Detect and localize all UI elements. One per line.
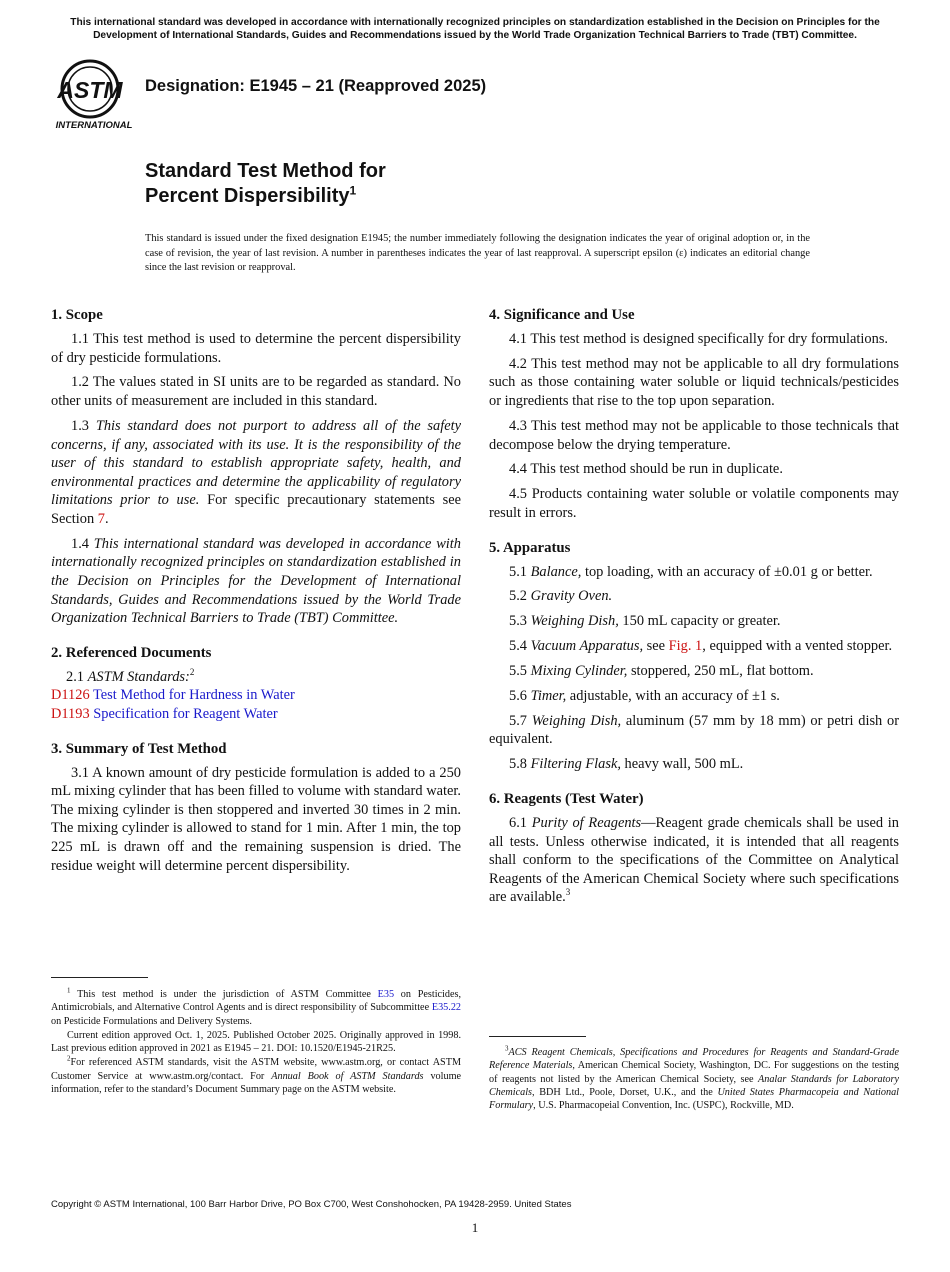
right-column	[489, 306, 899, 923]
apparatus-item: 5.6 Timer, adjustable, with an accuracy of ±1 s.	[509, 687, 780, 704]
paragraph: 2.1 ASTM Standards:$^2$	[66, 667, 195, 685]
title-footnote-mark: 1	[349, 183, 357, 198]
paragraph: 1.3 This standard does not purport to address all of the safety concerns, if any, associated with its use. It is the responsibility of the user of this standard to establish appropriate safety, health, and environmental practices and determine the applicability of regulatory limitations prior to use. For specific precautionary statements see Section 7.	[51, 417, 461, 527]
e35-22-link[interactable]: E35.22	[431, 1002, 462, 1014]
designation: Designation: E1945 – 21 (Reapproved 2025)	[145, 77, 487, 95]
apparatus-item: 5.5 Mixing Cylinder, stoppered, 250 mL, flat bottom.	[509, 663, 814, 680]
left-column	[51, 306, 461, 891]
paragraph: 1.4 This international standard was developed in accordance with internationally recognized principles on standardization established in the Decision on Principles for the Development of International Standards, Guides and Recommendations issued by the World Trade Organization Technical Barriers to Trade (TBT) Committee.	[51, 535, 461, 627]
title-line-2: Percent Dispersibility$^1$	[145, 183, 357, 207]
section-7-link[interactable]: 7	[97, 510, 105, 527]
title-line-1: Standard Test Method for	[145, 160, 386, 182]
copyright-notice: Copyright © ASTM International, 100 Barr Harbor Drive, PO Box C700, West Conshohocken, PA 19428-2959. United States	[51, 1199, 572, 1210]
figure-1-link[interactable]: Fig. 1	[668, 638, 703, 655]
section-heading: 1. Scope	[51, 307, 103, 323]
logo-subtext: INTERNATIONAL	[55, 120, 133, 131]
page-number: 1	[471, 1220, 479, 1235]
paragraph: 4.5 Products containing water soluble or volatile components may result in errors.	[489, 486, 899, 521]
apparatus-item: 5.7 Weighing Dish, aluminum (57 mm by 18 mm) or petri dish or equivalent.	[489, 712, 899, 748]
footnote-1: $^1$ This test method is under the jurisdiction of ASTM Committee E35 on Pesticides, Antimicrobials, and Alternative Control Agents and is direct responsibility of Subcommittee E35.22 on Pesticide Formulations and Delivery Systems.	[51, 986, 462, 1027]
footnotes-left	[51, 988, 461, 1097]
section-heading: 6. Reagents (Test Water)	[489, 790, 644, 807]
apparatus-item: 5.2 Gravity Oven.	[509, 588, 613, 605]
tbt-notice: This international standard was developed in accordance with internationally recognized principles on standardization established in the Decision on Principles for the Development of International Standards, Guides and Recommendations issued by the World Trade Organization Technical Barriers to Trade (TBT) Committee.	[70, 17, 880, 41]
apparatus-item: 5.3 Weighing Dish, 150 mL capacity or greater.	[509, 613, 781, 630]
footnote-edition: Current edition approved Oct. 1, 2025. Published October 2025. Originally approved in 1998. Last previous edition approved in 2021 as E1945 – 21. DOI: 10.1520/E1945-21R25.	[51, 1029, 461, 1055]
apparatus-item: 5.1 Balance, top loading, with an accuracy of ±0.01 g or better.	[509, 563, 873, 580]
section-reagents	[489, 790, 899, 907]
footnotes-right	[489, 1046, 899, 1113]
section-significance	[489, 306, 899, 523]
reference-item[interactable]: D1193 Specification for Reagent Water	[51, 705, 278, 722]
section-referenced-documents	[51, 644, 461, 724]
apparatus-item: 5.4 Vacuum Apparatus, see Fig. 1, equipped with a vented stopper.	[509, 638, 893, 655]
paragraph: 4.4 This test method should be run in duplicate.	[509, 461, 783, 478]
e35-link[interactable]: E35	[377, 989, 395, 1000]
page-title	[145, 159, 386, 209]
astm-logo	[52, 56, 136, 132]
section-heading: 2. Referenced Documents	[51, 644, 212, 661]
logo-text: ASTM	[57, 77, 123, 103]
footnote-3: $^3$ACS Reagent Chemicals, Specifications and Procedures for Reagents and Standard-Grade Reference Materials, American Chemical Society, Washington, DC. For suggestions on the testing of reagents not listed by the American Chemical Society, see Analar Standards for Laboratory Chemicals, BDH Ltd., Poole, Dorset, U.K., and the United States Pharmacopeia and National Formulary, U.S. Pharmacopeial Convention, Inc. (USPC), Rockville, MD.	[489, 1044, 899, 1112]
reference-item[interactable]: D1126 Test Method for Hardness in Water	[51, 687, 295, 704]
issuance-statement: This standard is issued under the fixed designation E1945; the number immediately following the designation indicates the year of original adoption or, in the case of revision, the year of last revision. A number in parentheses indicates the year of last reapproval. A superscript epsilon (ε) indicates an editorial change since the last revision or reapproval.	[145, 233, 810, 273]
paragraph: 4.3 This test method may not be applicable to those technicals that decompose below the drying temperature.	[489, 417, 899, 453]
apparatus-item: 5.8 Filtering Flask, heavy wall, 500 mL.	[509, 756, 744, 773]
section-scope	[51, 306, 461, 628]
paragraph: 4.1 This test method is designed specifically for dry formulations.	[509, 331, 889, 347]
footnote-divider	[489, 1036, 586, 1037]
section-summary	[51, 740, 461, 876]
section-heading: 4. Significance and Use	[489, 307, 635, 323]
paragraph: 1.2 The values stated in SI units are to be regarded as standard. No other units of measurement are included in this standard.	[51, 374, 461, 410]
footnote-2: $^2$For referenced ASTM standards, visit the ASTM website, www.astm.org, or contact ASTM Customer Service at www.astm.org/contact. For Annual Book of ASTM Standards volume information, refer to the standard’s Document Summary page on the ASTM website.	[51, 1055, 462, 1096]
paragraph: 1.1 This test method is used to determine the percent dispersibility of dry pesticide formulations.	[51, 331, 461, 366]
section-heading: 5. Apparatus	[489, 539, 571, 556]
section-apparatus	[489, 539, 899, 774]
paragraph: 3.1 A known amount of dry pesticide formulation is added to a 250 mL mixing cylinder that has been filled to volume with standard water. The mixing cylinder is then stoppered and inverted 30 times in 2 min. The mixing cylinder is allowed to stand for 1 min. After 1 min, the top 225 mL is drawn off and the remaining suspension is dried. The residue weight will determine percent dispersibility.	[51, 764, 461, 874]
paragraph: 4.2 This test method may not be applicable to all dry formulations such as those containing water soluble or liquid technicals/pesticides or ingredients that rise to the top upon separation.	[489, 355, 899, 410]
section-heading: 3. Summary of Test Method	[51, 740, 227, 757]
paragraph: 6.1 Purity of Reagents—Reagent grade chemicals shall be used in all tests. Unless otherwise indicated, it is intended that all reagents shall conform to the specifications of the Committee on Analytical Reagents of the American Chemical Society where such specifications are available.$^3$	[489, 814, 899, 906]
footnote-divider	[51, 977, 148, 978]
